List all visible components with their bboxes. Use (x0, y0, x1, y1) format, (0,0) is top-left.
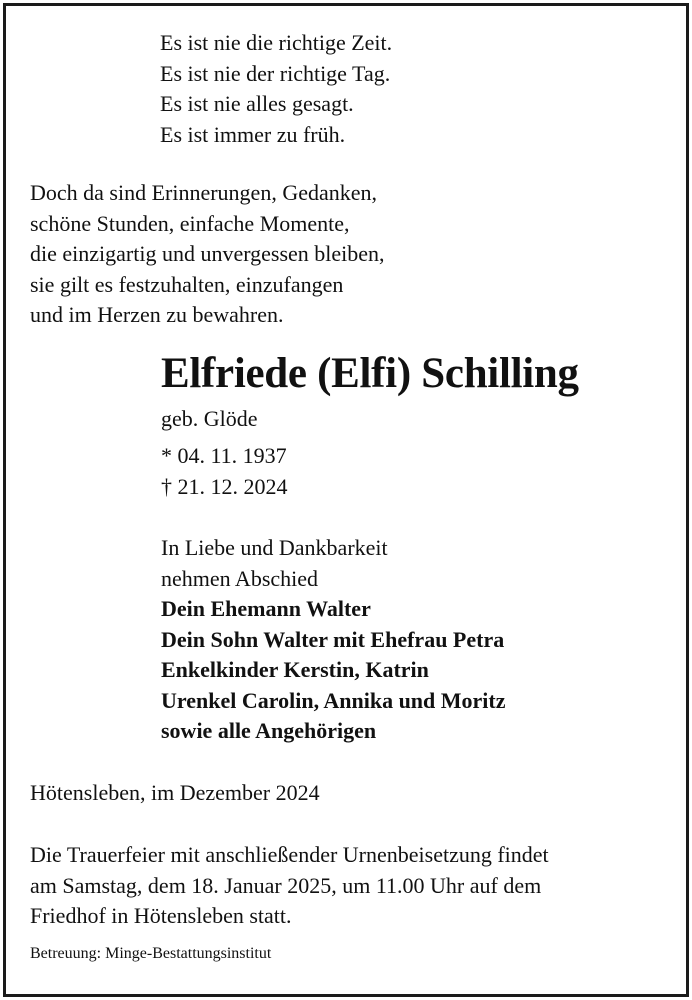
memory-line: die einzigartig und unvergessen bleiben, (30, 241, 385, 266)
memory-line: sie gilt es festzuhalten, einzufangen (30, 271, 344, 297)
farewell-intro (161, 533, 388, 594)
birth-date: * 04. 11. 1937 (161, 443, 287, 468)
service-line: Friedhof in Hötensleben statt. (30, 903, 292, 928)
mourner: Dein Sohn Walter mit Ehefrau Petra (161, 626, 505, 652)
mourners-list (161, 594, 506, 747)
farewell-line: nehmen Abschied (161, 565, 319, 591)
mourner: Urenkel Carolin, Annika und Moritz (161, 687, 506, 713)
deceased-name: Elfriede (Elfi) Schilling (161, 350, 579, 397)
service-info (30, 840, 549, 932)
life-dates (161, 440, 288, 502)
memory-line: schöne Stunden, einfache Momente, (30, 210, 350, 236)
mourner: Dein Ehemann Walter (161, 596, 371, 621)
mourner: sowie alle Angehörigen (161, 718, 377, 743)
death-date: † 21. 12. 2024 (161, 474, 288, 499)
poem-line: Es ist nie alles gesagt. (160, 91, 354, 116)
poem-line: Es ist nie die richtige Zeit. (160, 30, 393, 55)
birth-name: geb. Glöde (161, 406, 258, 431)
poem (160, 28, 392, 150)
memory-line: und im Herzen zu bewahren. (30, 302, 284, 327)
care-note: Betreuung: Minge-Bestattungsinstitut (30, 945, 272, 962)
service-line: Die Trauerfeier mit anschließender Urnenbeisetzung findet (30, 842, 549, 867)
poem-line: Es ist nie der richtige Tag. (160, 60, 391, 86)
poem-line: Es ist immer zu früh. (160, 121, 346, 147)
mourner: Enkelkinder Kerstin, Katrin (161, 657, 429, 682)
service-line: am Samstag, dem 18. Januar 2025, um 11.00 Uhr auf dem (30, 872, 542, 898)
memory-line: Doch da sind Erinnerungen, Gedanken, (30, 180, 378, 205)
memory-paragraph (30, 178, 385, 331)
farewell-line: In Liebe und Dankbarkeit (161, 535, 388, 560)
place-date: Hötensleben, im Dezember 2024 (30, 780, 320, 805)
